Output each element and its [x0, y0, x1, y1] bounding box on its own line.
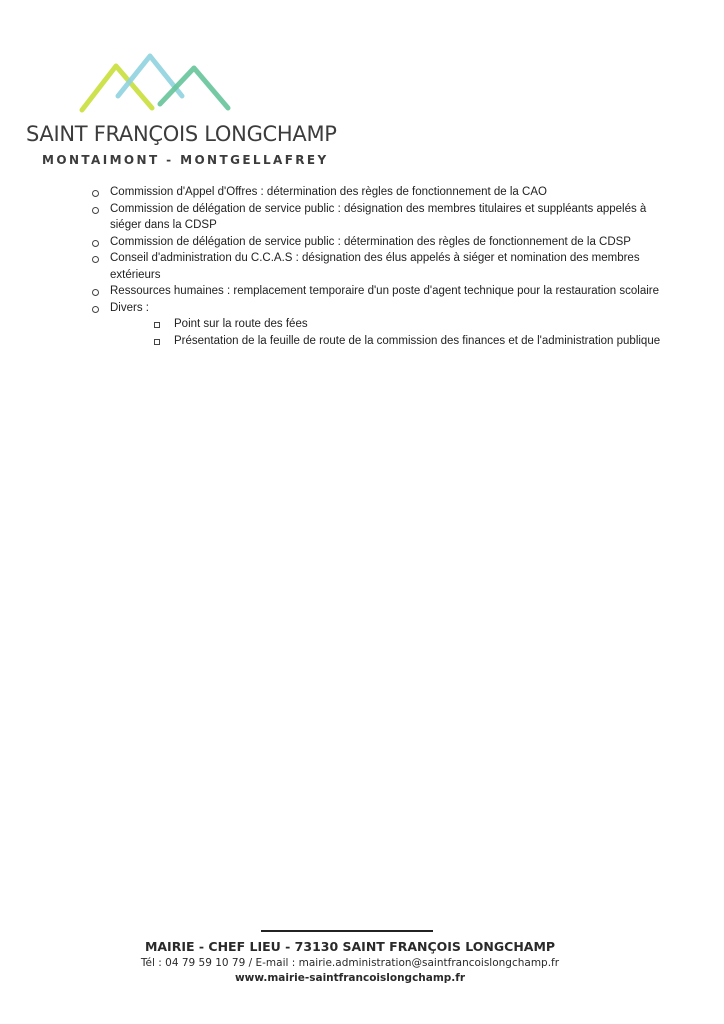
agenda-item-text: Commission d'Appel d'Offres : détermination des règles de fonctionnement de la CAO [110, 186, 547, 198]
agenda-item [88, 300, 678, 317]
bullet-icon [92, 207, 99, 214]
logo-peak-green [160, 68, 228, 108]
agenda-sub-list [88, 316, 678, 349]
agenda-item [88, 201, 678, 234]
bullet-icon [92, 240, 99, 247]
logo-peak-yellow [82, 66, 152, 110]
bullet-icon [92, 289, 99, 296]
agenda-item-text: Commission de délégation de service public : détermination des règles de fonctionnement de la CDSP [110, 235, 631, 248]
agenda-item [88, 250, 678, 283]
agenda-item [88, 283, 678, 300]
footer-divider [261, 930, 433, 932]
agenda-item-text: Commission de délégation de service public : désignation des membres titulaires et suppléants appelés à siéger dans la CDSP [110, 202, 647, 231]
agenda-list [88, 184, 678, 349]
organization-title: SAINT FRANÇOIS LONGCHAMP [26, 122, 337, 146]
bullet-icon [92, 306, 99, 313]
square-bullet-icon [154, 339, 160, 345]
agenda-sub-item-text: Point sur la route des fées [174, 318, 308, 330]
bullet-icon [92, 190, 99, 197]
agenda-item-text: Conseil d'administration du C.C.A.S : désignation des élus appelés à siéger et nomination des membres extérieurs [110, 252, 640, 281]
agenda-item [88, 184, 678, 201]
square-bullet-icon [154, 322, 160, 328]
mountains-logo-icon [78, 50, 236, 114]
footer-website: www.mairie-saintfrancoislongchamp.fr [234, 972, 466, 984]
organization-subtitle: MONTAIMONT - MONTGELLAFREY [42, 153, 329, 167]
agenda-sub-item [152, 316, 678, 333]
agenda-item-text: Ressources humaines : remplacement temporaire d'un poste d'agent technique pour la restauration scolaire [110, 285, 660, 297]
footer-contact: Tél : 04 79 59 10 79 / E-mail : mairie.administration@saintfrancoislongchamp.fr [140, 957, 560, 969]
agenda-sub-item [152, 333, 678, 350]
agenda-sub-item-text: Présentation de la feuille de route de la commission des finances et de l'administration publique [174, 334, 661, 347]
footer-address: MAIRIE - CHEF LIEU - 73130 SAINT FRANÇOIS LONGCHAMP [144, 939, 556, 954]
agenda-item [88, 234, 678, 251]
bullet-icon [92, 256, 99, 263]
agenda-item-text: Divers : [110, 301, 149, 314]
